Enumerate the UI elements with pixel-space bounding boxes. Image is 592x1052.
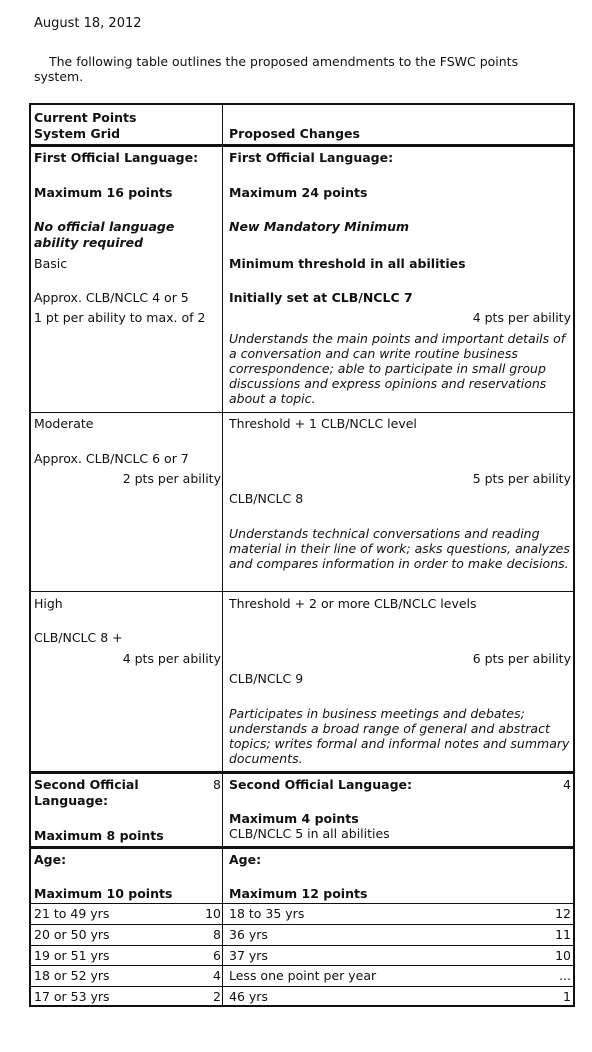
- age-right-points: 1: [563, 989, 571, 1004]
- row-rule-high: [29, 771, 575, 774]
- left-age-max: Maximum 10 points: [34, 886, 173, 901]
- age-right-range: Less one point per year: [229, 968, 377, 983]
- left-moderate-points: 2 pts per ability: [122, 471, 221, 486]
- age-left-points: 10: [205, 906, 221, 921]
- left-basic-approx: Approx. CLB/NCLC 4 or 5: [34, 290, 189, 305]
- age-left-points: 8: [213, 927, 221, 942]
- age-right-points: 10: [555, 948, 571, 963]
- left-moderate-label: Moderate: [34, 416, 94, 431]
- row-rule-second: [29, 846, 575, 849]
- row-rule-age-1: [29, 903, 575, 904]
- right-mandatory-minimum: New Mandatory Minimum: [229, 219, 410, 234]
- age-left-range: 18 or 52 yrs: [34, 968, 110, 983]
- left-second-lang-max: Maximum 8 points: [34, 828, 164, 843]
- row-rule-age-4: [29, 965, 575, 966]
- intro-paragraph: The following table outlines the proposed amendments to the FSWC points system.: [34, 54, 519, 84]
- age-right-points: 12: [555, 906, 571, 921]
- right-high-points: 6 pts per ability: [472, 651, 571, 666]
- left-high-level: CLB/NCLC 8 +: [34, 630, 123, 645]
- left-no-req-line1: No official language: [34, 219, 175, 234]
- left-no-req-line2: ability required: [34, 235, 144, 250]
- right-moderate-level: CLB/NCLC 8: [229, 491, 304, 506]
- left-high-label: High: [34, 596, 63, 611]
- right-second-lang-note: CLB/NCLC 5 in all abilities: [229, 826, 390, 841]
- row-rule-age-3: [29, 945, 575, 946]
- age-right-range: 18 to 35 yrs: [229, 906, 305, 921]
- age-right-range: 46 yrs: [229, 989, 268, 1004]
- right-high-description: Participates in business meetings and debates; understands a broad range of general and abstract topics; writes formal and informal notes and summary documents.: [229, 706, 570, 766]
- right-first-lang-title: First Official Language:: [229, 150, 394, 165]
- age-right-points: ...: [559, 968, 571, 983]
- row-rule-moderate: [29, 591, 575, 592]
- document-date: August 18, 2012: [34, 16, 142, 31]
- right-moderate-description: Understands technical conversations and reading material in their line of work; asks questions, analyzes and compares information in order to make decisions.: [229, 526, 570, 571]
- age-right-range: 37 yrs: [229, 948, 268, 963]
- age-right-points: 11: [555, 927, 571, 942]
- row-rule-age-5: [29, 986, 575, 987]
- age-left-points: 2: [213, 989, 221, 1004]
- row-rule-age-2: [29, 924, 575, 925]
- age-left-range: 21 to 49 yrs: [34, 906, 110, 921]
- column-divider: [222, 103, 223, 1007]
- age-left-points: 4: [213, 968, 221, 983]
- right-age-max: Maximum 12 points: [229, 886, 368, 901]
- left-basic-points: 1 pt per ability to max. of 2: [34, 310, 206, 325]
- left-second-lang-title-line1: Second Official: [34, 777, 139, 792]
- right-initial-level: Initially set at CLB/NCLC 7: [229, 290, 413, 305]
- right-second-lang-max: Maximum 4 points: [229, 811, 359, 826]
- left-second-lang-points: 8: [213, 777, 221, 792]
- right-second-lang-title: Second Official Language:: [229, 777, 413, 792]
- left-high-points: 4 pts per ability: [122, 651, 221, 666]
- left-moderate-approx: Approx. CLB/NCLC 6 or 7: [34, 451, 189, 466]
- age-right-range: 36 yrs: [229, 927, 268, 942]
- right-moderate-threshold: Threshold + 1 CLB/NCLC level: [229, 416, 417, 431]
- right-high-threshold: Threshold + 2 or more CLB/NCLC levels: [229, 596, 477, 611]
- right-min-threshold: Minimum threshold in all abilities: [229, 256, 466, 271]
- left-age-title: Age:: [34, 852, 67, 867]
- age-left-range: 19 or 51 yrs: [34, 948, 110, 963]
- left-basic-label: Basic: [34, 256, 68, 271]
- left-second-lang-title-line2: Language:: [34, 793, 109, 808]
- left-first-lang-max: Maximum 16 points: [34, 185, 173, 200]
- right-basic-points: 4 pts per ability: [472, 310, 571, 325]
- header-rule: [29, 144, 575, 147]
- right-first-lang-max: Maximum 24 points: [229, 185, 368, 200]
- right-age-title: Age:: [229, 852, 262, 867]
- right-basic-description: Understands the main points and important details of a conversation and can write routine business correspondence; able to participate in small group discussions and express opinions and reservations about a topic.: [229, 331, 566, 406]
- age-left-range: 17 or 53 yrs: [34, 989, 110, 1004]
- age-left-range: 20 or 50 yrs: [34, 927, 110, 942]
- age-left-points: 6: [213, 948, 221, 963]
- header-current-line2: System Grid: [34, 126, 121, 141]
- left-first-lang-title: First Official Language:: [34, 150, 199, 165]
- right-moderate-points: 5 pts per ability: [472, 471, 571, 486]
- header-proposed: Proposed Changes: [229, 126, 360, 141]
- header-current-line1: Current Points: [34, 110, 137, 125]
- row-rule-basic: [29, 412, 575, 413]
- right-high-level: CLB/NCLC 9: [229, 671, 304, 686]
- right-second-lang-points: 4: [563, 777, 571, 792]
